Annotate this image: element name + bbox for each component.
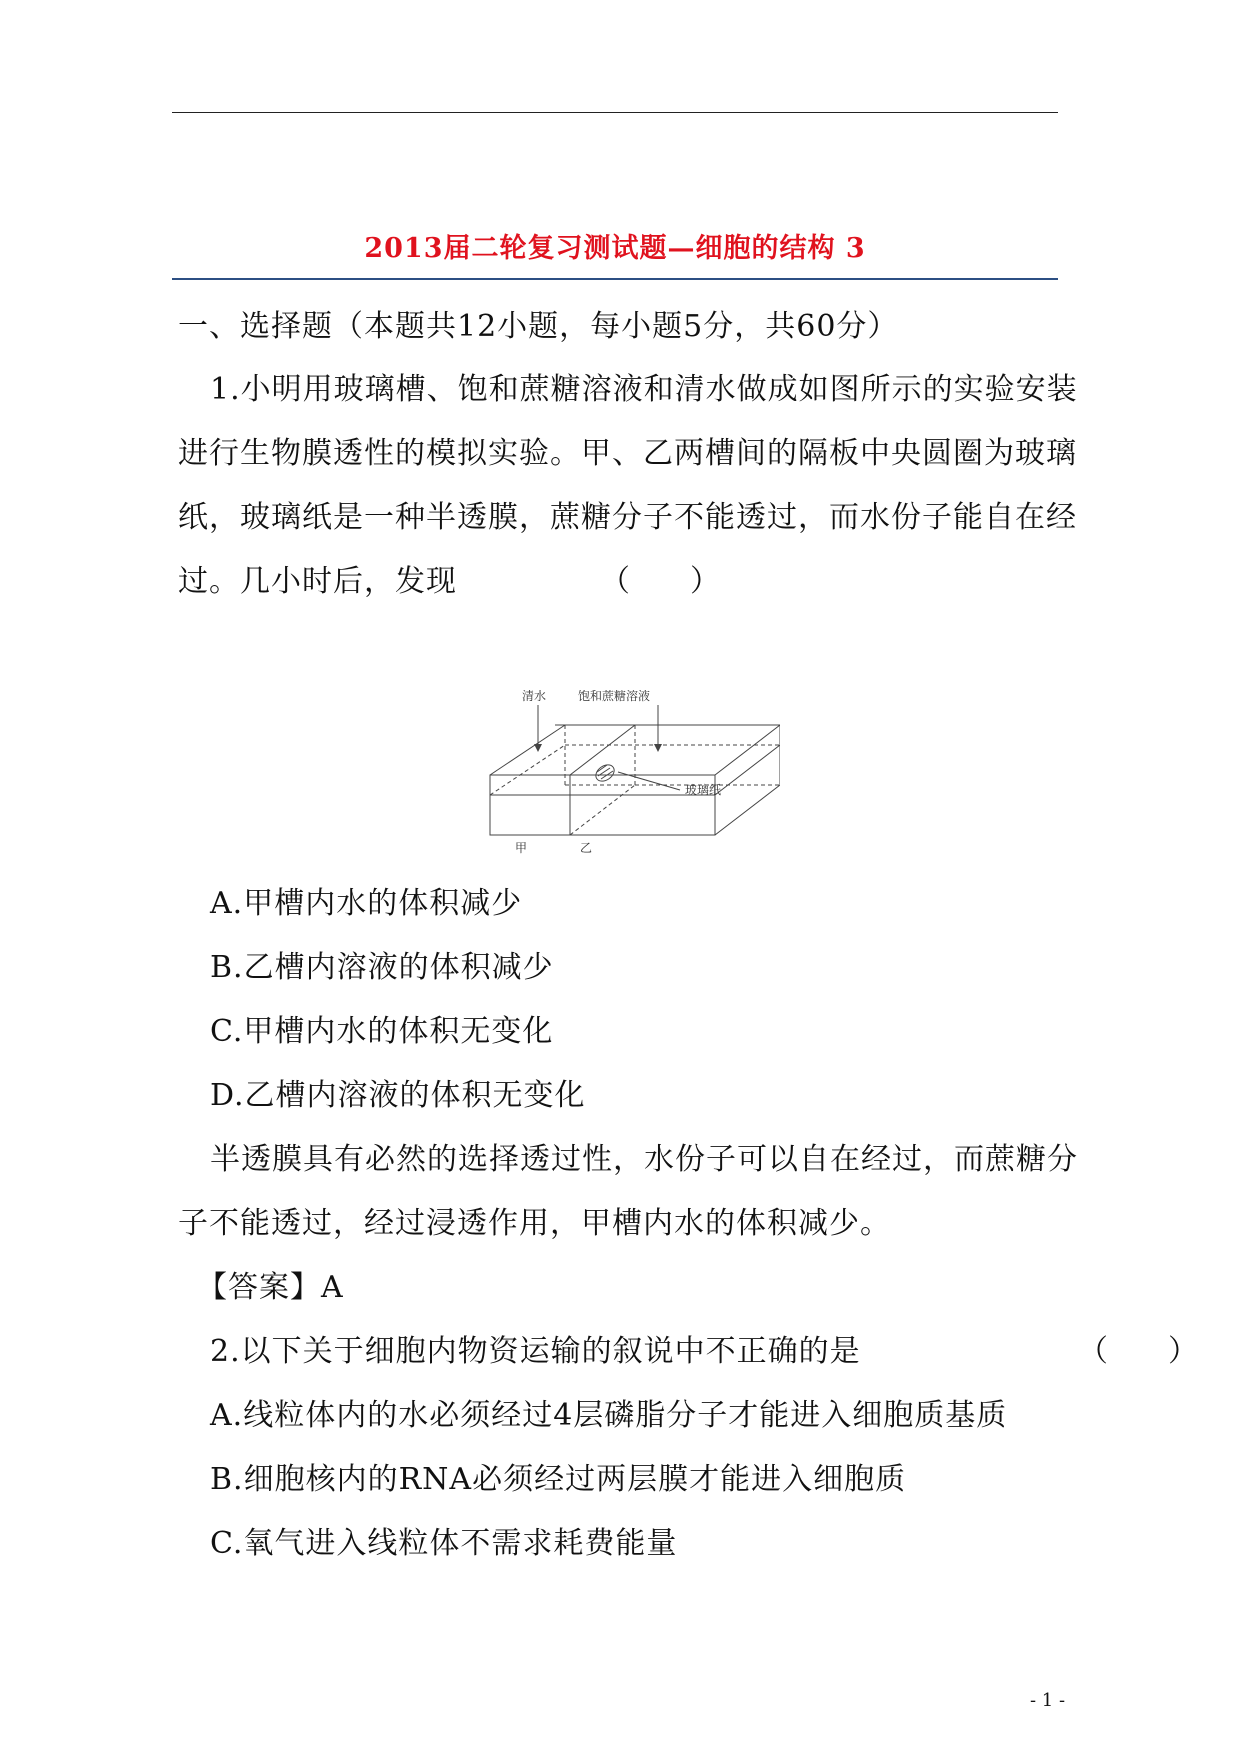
sucrose-arrowhead: [654, 744, 662, 752]
label-sucrose: 饱和蔗糖溶液: [578, 690, 651, 703]
q2-option-a: A.线粒体内的水必须经过4层磷脂分子才能进入细胞质基质: [210, 1398, 1008, 1433]
q1-option-b: B.乙槽内溶液的体积减少: [210, 950, 554, 985]
q1-option-d: D.乙槽内溶液的体积无变化: [210, 1078, 586, 1113]
label-tank-b: 乙: [580, 841, 593, 855]
q1-stem-line-2: 进行生物膜透性的模拟实验。甲、乙两槽间的隔板中央圆圈为玻璃: [178, 436, 1077, 471]
header-rule: [172, 112, 1058, 113]
q1-stem-line-3: 纸，玻璃纸是一种半透膜，蔗糖分子不能透过，而水份子能自在经: [178, 500, 1077, 535]
q1-explanation-line-2: 子不能透过，经过浸透作用，甲槽内水的体积减少。: [178, 1206, 891, 1241]
label-water: 清水: [522, 690, 547, 703]
divider-bottom-edge: [570, 785, 635, 835]
label-cellophane: 玻璃纸: [685, 783, 722, 797]
experiment-figure: [480, 690, 780, 860]
tank-right-bottom-edge: [715, 785, 780, 835]
tank-front-face: [490, 775, 715, 835]
tank-top-right-edge: [715, 725, 780, 775]
q1-option-a: A.甲槽内水的体积减少: [210, 886, 523, 921]
cellophane-circle: [593, 762, 617, 785]
q2-option-c: C.氧气进入线粒体不需求耗费能量: [210, 1526, 678, 1561]
q1-answer-blank: （ ）: [600, 564, 720, 599]
section-heading: 一、选择题（本题共12小题，每小题5分，共60分）: [178, 309, 899, 344]
q2-answer-blank: （ ）: [1078, 1334, 1198, 1369]
page-title: 2013届二轮复习测试题—细胞的结构 3: [364, 233, 866, 264]
q1-stem-line-4: 过。几小时后，发现: [178, 564, 457, 599]
tank-top-left-edge: [490, 725, 565, 775]
label-tank-a: 甲: [515, 841, 528, 855]
q1-stem-line-1: 1.小明用玻璃槽、饱和蔗糖溶液和清水做成如图所示的实验安装: [210, 372, 1078, 407]
q2-stem: 2.以下关于细胞内物资运输的叙说中不正确的是: [210, 1334, 861, 1369]
title-underline: [172, 278, 1058, 280]
water-level-right: [715, 745, 780, 795]
page-number: - 1 -: [1030, 1690, 1066, 1711]
q1-explanation-line-1: 半透膜具有必然的选择透过性，水份子可以自在经过，而蔗糖分: [210, 1142, 1078, 1177]
q1-answer: 【答案】A: [197, 1270, 344, 1305]
q2-option-b: B.细胞核内的RNA必须经过两层膜才能进入细胞质: [210, 1462, 907, 1497]
q1-option-c: C.甲槽内水的体积无变化: [210, 1014, 554, 1049]
water-arrowhead: [534, 744, 542, 752]
divider-top-edge: [570, 725, 635, 775]
water-level-left: [490, 745, 565, 795]
